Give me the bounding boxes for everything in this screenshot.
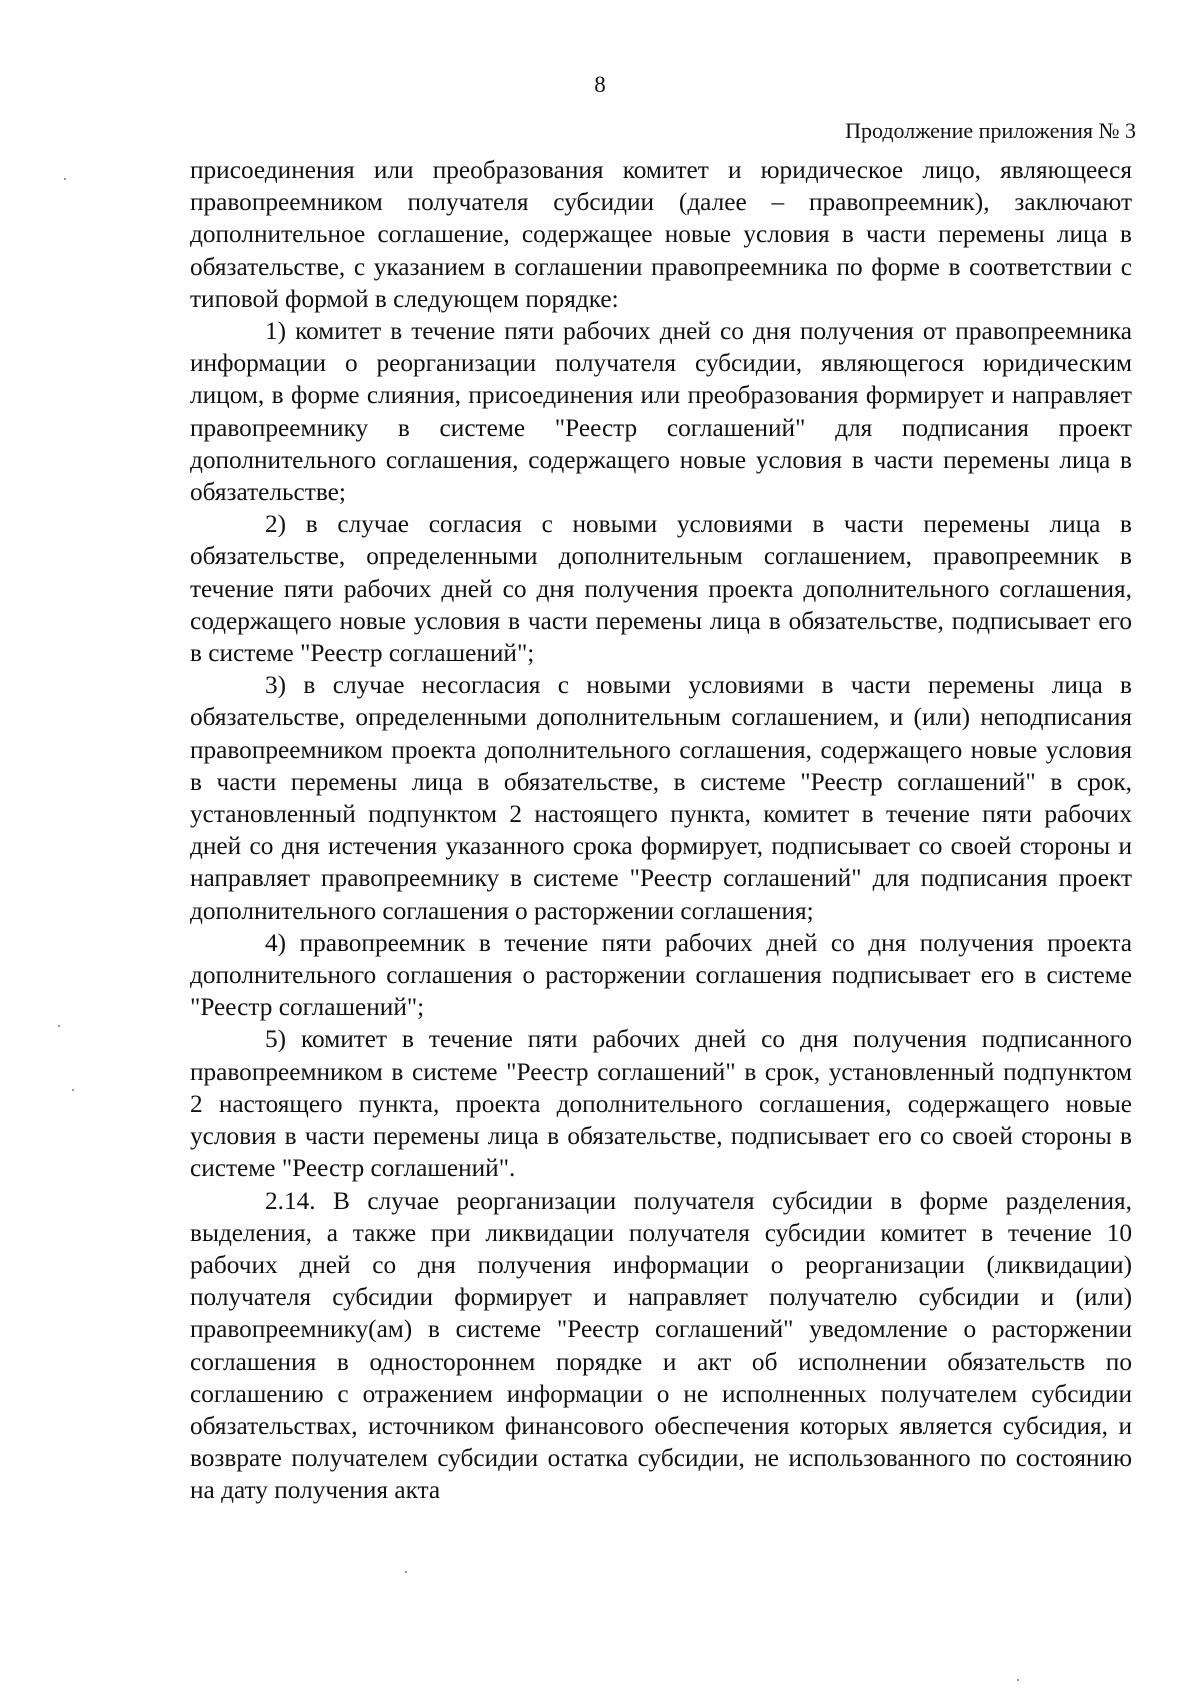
appendix-continuation-note: Продолжение приложения № 3	[845, 118, 1136, 143]
paragraph-item-1: 1) комитет в течение пяти рабочих дней со дня получения от правопреемника информации о реорганизации получателя субсидии, являющегося юридическим лицом, в форме слияния, присоединения или преобразования формирует и направляет правопреемнику в системе "Реестр соглашений" для подписания проект дополнительного соглашения, содержащего новые условия в части перемены лица в обязательстве;	[190, 317, 1132, 507]
scan-speck	[64, 178, 66, 180]
paragraph-item-3: 3) в случае несогласия с новыми условиями в части перемены лица в обязательстве, определенными дополнительным соглашением, и (или) неподписания правопреемником проекта дополнительного соглашения, содержащего новые условия в части перемены лица в обязательстве, в системе "Реестр соглашений" в срок, установленный подпунктом 2 настоящего пункта, комитет в течение пяти рабочих дней со дня истечения указанного срока формирует, подписывает со своей стороны и направляет правопреемнику в системе "Реестр соглашений" для подписания проект дополнительного соглашения о расторжении соглашения;	[190, 671, 1132, 925]
paragraph-item-5: 5) комитет в течение пяти рабочих дней со дня получения подписанного правопреемником в системе "Реестр соглашений" в срок, установленный подпунктом 2 настоящего пункта, проекта дополнительного соглашения, содержащего новые условия в части перемены лица в обязательстве, подписывает его со своей стороны в системе "Реестр соглашений".	[190, 1025, 1132, 1183]
document-body	[190, 154, 1132, 1507]
scan-speck	[405, 1571, 407, 1573]
paragraph-clause-2-14: 2.14. В случае реорганизации получателя субсидии в форме разделения, выделения, а также при ликвидации получателя субсидии комитет в течение 10 рабочих дней со дня получения информации о реорганизации (ликвидации) получателя субсидии формирует и направляет получателю субсидии и (или) правопреемнику(ам) в системе "Реестр соглашений" уведомление о расторжении соглашения в одностороннем порядке и акт об исполнении обязательств по соглашению с отражением информации о не исполненных получателем субсидии обязательствах, источником финансового обеспечения которых является субсидия, и возврате получателем субсидии остатка субсидии, не использованного по состоянию на дату получения акта	[190, 1186, 1132, 1505]
scan-speck	[1017, 1679, 1019, 1681]
scan-speck	[72, 1089, 74, 1091]
paragraph-intro: присоединения или преобразования комитет и юридическое лицо, являющееся правопреемником получателя субсидии (далее – правопреемник), заключают дополнительное соглашение, содержащее новые условия в части перемены лица в обязательстве, с указанием в соглашении правопреемника по форме в соответствии с типовой формой в следующем порядке:	[190, 156, 1132, 313]
paragraph-item-4: 4) правопреемник в течение пяти рабочих дней со дня получения проекта дополнительного соглашения о расторжении соглашения подписывает его в системе "Реестр соглашений";	[190, 928, 1132, 1022]
scan-speck	[58, 1025, 60, 1027]
page-number: 8	[594, 72, 606, 97]
paragraph-item-2: 2) в случае согласия с новыми условиями в части перемены лица в обязательстве, определенными дополнительным соглашением, правопреемник в течение пяти рабочих дней со дня получения проекта дополнительного соглашения, содержащего новые условия в части перемены лица в обязательстве, подписывает его в системе "Реестр соглашений";	[190, 510, 1132, 668]
